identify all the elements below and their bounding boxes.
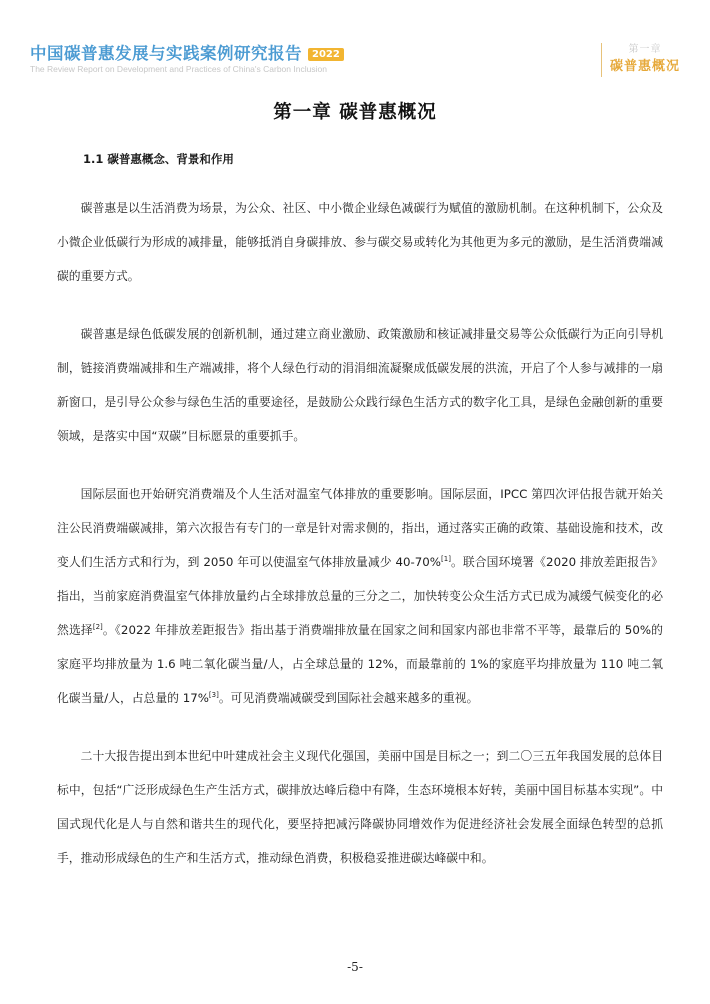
paragraph-text: 。可见消费端减碳受到国际社会越来越多的重视。 [218, 691, 479, 705]
page-header [0, 0, 710, 90]
year-badge: 2022 [308, 48, 344, 61]
citation-mark: [1] [441, 555, 451, 563]
paragraph-text: 。《2022 年排放差距报告》指出基于消费端排放量在国家之间和国家内部也非常不平等，最靠后的 50%的家庭平均排放量为 1.6 吨二氧化碳当量/人，占全球总量的 12%，而最靠前的 1%的家庭平均排放量为 110 吨二氧化碳当量/人，占总量的 17% [57, 623, 663, 705]
report-title-text: 中国碳普惠发展与实践案例研究报告 [30, 44, 302, 63]
citation-mark: [2] [92, 623, 103, 631]
paragraph [57, 317, 663, 453]
citation-mark: [3] [208, 691, 219, 699]
chapter-number: 第一章 [628, 44, 662, 55]
section-heading: 1.1 碳普惠概念、背景和作用 [83, 152, 234, 166]
paragraph-text: 碳普惠是绿色低碳发展的创新机制，通过建立商业激励、政策激励和核证减排量交易等公众低碳行为正向引导机制，链接消费端减排和生产端减排，将个人绿色行动的涓涓细流凝聚成低碳发展的洪流，开启了个人参与减排的一扇新窗口，是引导公众参与绿色生活的重要途径，是鼓励公众践行绿色生活方式的数字化工具，是绿色金融创新的重要领域，是落实中国“双碳”目标愿景的重要抓手。 [57, 327, 663, 443]
body-text [57, 191, 663, 899]
chapter-name: 碳普惠概况 [609, 59, 680, 74]
paragraph [57, 739, 663, 875]
paragraph-text: 二十大报告提出到本世纪中叶建成社会主义现代化强国，美丽中国是目标之一；到二〇三五年我国发展的总体目标中，包括“广泛形成绿色生产生活方式，碳排放达峰后稳中有降，生态环境根本好转，美丽中国目标基本实现”。中国式现代化是人与自然和谐共生的现代化，要坚持把减污降碳协同增效作为促进经济社会发展全面绿色转型的总抓手，推动形成绿色的生产和生活方式，推动绿色消费，积极稳妥推进碳达峰碳中和。 [57, 749, 663, 865]
report-title [30, 40, 344, 64]
page-number: -5- [347, 960, 363, 974]
paragraph-text: 。联合国环境署《2020 排放差距报告》指出，当前家庭消费温室气体排放量约占全球排放总量的三分之二，加快转变公众生活方式已成为减缓气候变化的必然选择 [57, 555, 663, 637]
chapter-tag [601, 43, 680, 77]
paragraph [57, 477, 663, 715]
paragraph-text: 碳普惠是以生活消费为场景，为公众、社区、中小微企业绿色减碳行为赋值的激励机制。在这种机制下，公众及小微企业低碳行为形成的减排量，能够抵消自身碳排放、参与碳交易或转化为其他更为多元的激励，是生活消费端减碳的重要方式。 [57, 201, 663, 283]
chapter-heading: 第一章 碳普惠概况 [273, 102, 437, 123]
report-subtitle: The Review Report on Development and Practices of China's Carbon Inclusion [30, 64, 327, 74]
paragraph-text: 国际层面也开始研究消费端及个人生活对温室气体排放的重要影响。国际层面，IPCC 第四次评估报告就开始关注公民消费端碳减排，第六次报告有专门的一章是针对需求侧的，指出，通过落实正确的政策、基础设施和技术，改变人们生活方式和行为，到 2050 年可以使温室气体排放量减少 40-70% [57, 487, 663, 569]
paragraph [57, 191, 663, 293]
